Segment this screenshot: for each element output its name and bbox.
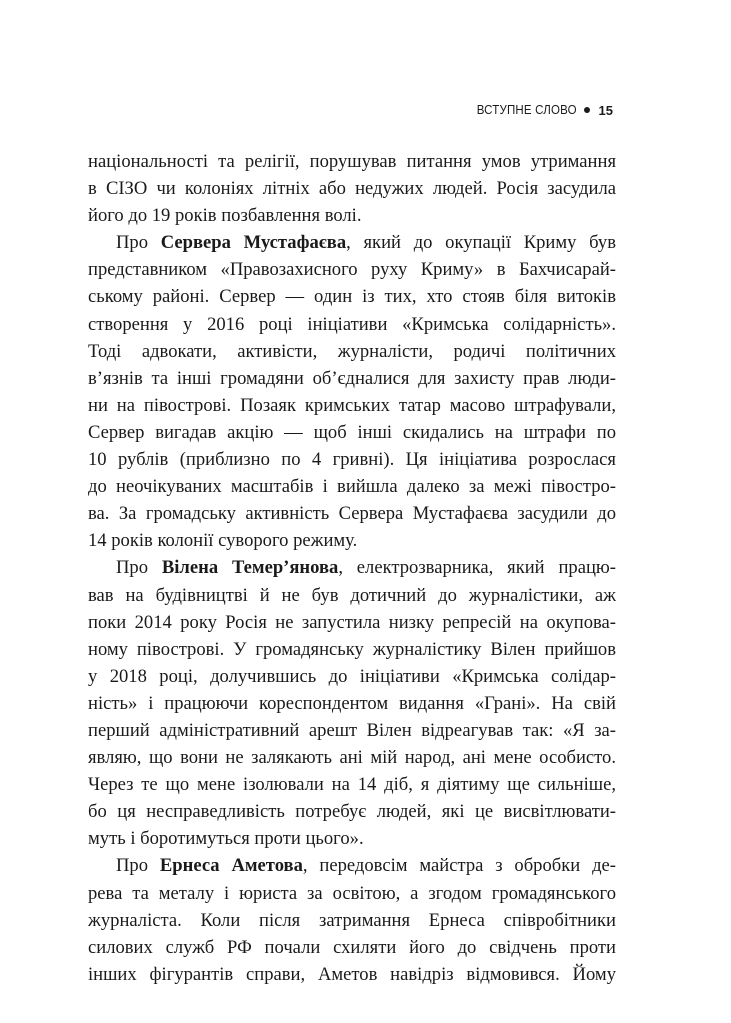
person-name: Вілена Темер’янова (161, 557, 339, 579)
page-number: 15 (598, 102, 613, 118)
person-name: Ернеса Аметова (159, 855, 303, 877)
paragraph (88, 229, 616, 554)
text-line: ському районі. Сервер — один із тих, хто стояв біля витоків (88, 286, 616, 308)
text-line: 14 років колонії суворого режиму. (88, 530, 358, 552)
text-line: 10 рублів (приблизно по 4 гривні). Ця ініціатива розрослася (88, 449, 616, 471)
section-title: ВСТУПНЕ СЛОВО (476, 103, 577, 117)
text-line: в’язнів та інші громадяни об’єдналися для захисту прав люди- (88, 367, 616, 389)
text-line: його до 19 років позбавлення волі. (88, 205, 362, 227)
bullet-separator-icon (584, 107, 590, 113)
text-line: ва. За громадську активність Сервера Мустафаєва засудили до (88, 503, 616, 525)
body-text (88, 148, 616, 988)
text-line (88, 852, 616, 879)
text-line: являю, що вони не залякають ані мій народ, ані мене особисто. (88, 747, 616, 769)
text-line: Через те що мене ізолювали на 14 діб, я діятиму ще сильніше, (88, 774, 616, 796)
text-line: створення у 2016 році ініціативи «Кримська солідарність». (88, 313, 616, 335)
text-line: Сервер вигадав акцію — щоб інші скидались на штрафи по (88, 421, 616, 443)
text-line: ність» і працюючи кореспондентом видання «Грані». На свій (88, 692, 616, 714)
text-line: в СІЗО чи колоніях літніх або недужих людей. Росія засудила (88, 178, 616, 200)
text-line: перший адміністративний арешт Вілен відреагував так: «Я за- (88, 719, 616, 741)
text-fragment: Про (116, 855, 160, 877)
text-line: поки 2014 року Росія не запустила низку репресій на окупова- (88, 611, 616, 633)
text-line: ному півострові. У громадянську журналістику Вілен прийшов (88, 638, 616, 660)
text-line: у 2018 році, долучившись до ініціативи «Кримська солідар- (88, 665, 616, 687)
text-line: ни на півострові. Позаяк кримських татар масово штрафували, (88, 394, 616, 416)
person-name: Сервера Мустафаєва (160, 232, 347, 254)
text-fragment: , який до окупації Криму був (346, 232, 616, 254)
text-line: Тоді адвокати, активісти, журналісти, родичі політичних (88, 340, 616, 362)
text-fragment: Про (116, 232, 161, 254)
text-line (88, 229, 616, 256)
text-line: муть і боротимуться проти цього». (88, 828, 364, 850)
running-header (468, 101, 613, 119)
text-fragment: , електрозварника, який працю- (338, 557, 616, 579)
paragraph (88, 852, 616, 987)
text-line: вав на будівництві й не був дотичний до журналістики, аж (88, 584, 616, 606)
text-line: представником «Правозахисного руху Криму» в Бахчисарай- (88, 259, 616, 281)
paragraph (88, 148, 616, 229)
text-line: до неочікуваних масштабів і вийшла далеко за межі півостро- (88, 476, 616, 498)
text-fragment: , передовсім майстра з обробки де- (302, 855, 616, 877)
text-line: журналіста. Коли після затримання Ернеса співробітники (88, 909, 616, 931)
text-line: національності та релігії, порушував питання умов утримання (88, 151, 616, 172)
text-line: рева та металу і юриста за освітою, а згодом громадянського (88, 882, 616, 904)
text-fragment: Про (116, 557, 162, 579)
text-line: силових служб РФ почали схиляти його до свідчень проти (88, 936, 616, 958)
text-line: бо ця несправедливість потребує людей, які це висвітлювати- (88, 801, 616, 823)
text-line: інших фігурантів справи, Аметов навідріз відмовився. Йому (88, 963, 616, 985)
paragraph (88, 554, 616, 852)
text-line (88, 554, 616, 581)
